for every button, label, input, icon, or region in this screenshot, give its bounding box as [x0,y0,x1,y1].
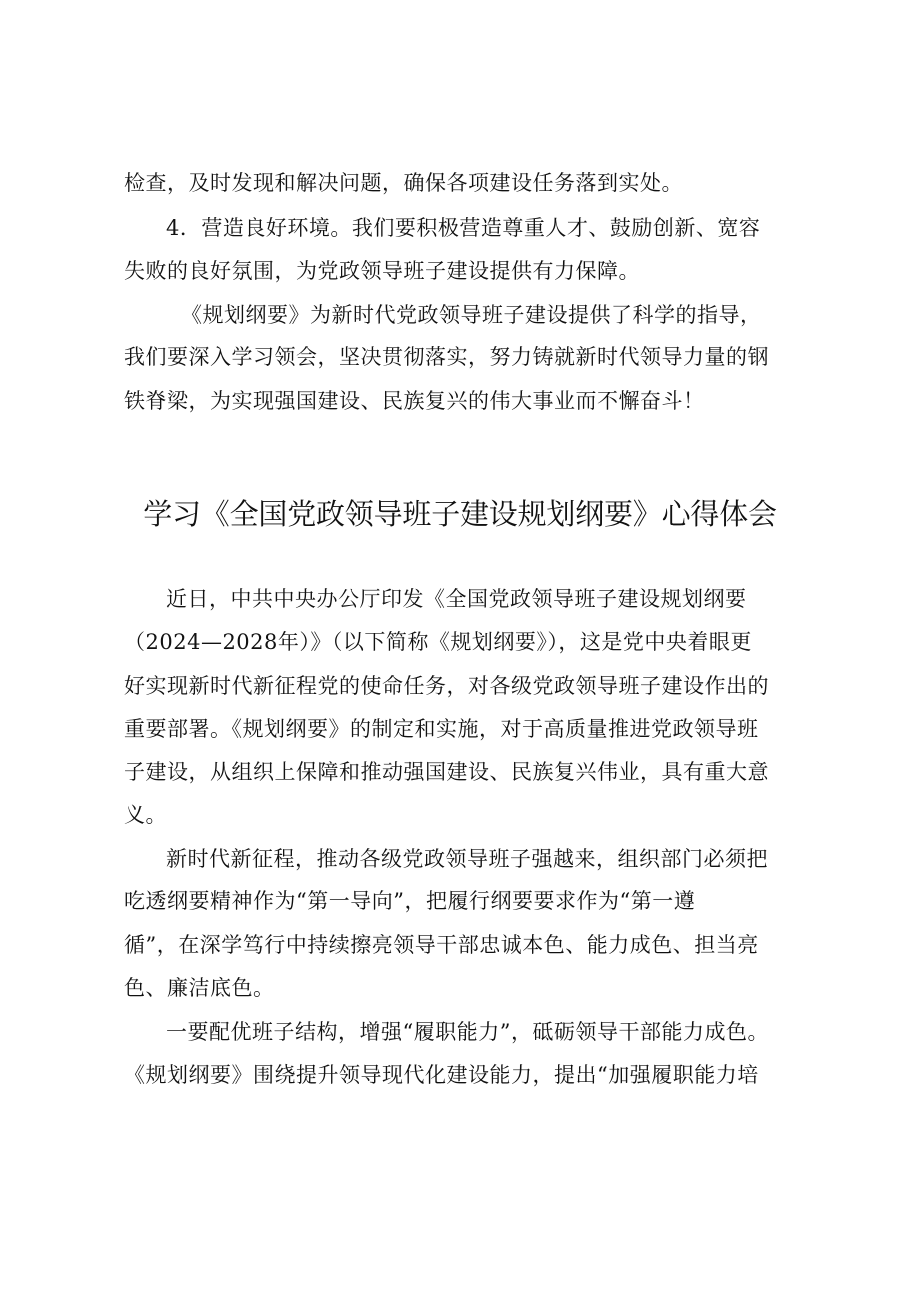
paragraph-line: 色、廉洁底色。 [124,976,275,1000]
paragraph-line: 好实现新时代新征程党的使命任务，对各级党政领导班子建设作出的 [124,674,769,698]
paragraph-line: 子建设，从组织上保障和推动强国建设、民族复兴伟业，具有重大意 [124,760,769,784]
text-line: 失败的良好氛围，为党政领导班子建设提供有力保障。 [124,259,640,283]
paragraph-line: 义。 [124,803,167,827]
paragraph-line: 循”，在深学笃行中持续擦亮领导干部忠诚本色、能力成色、担当亮 [124,933,759,957]
text-line: 铁脊梁，为实现强国建设、民族复兴的伟大事业而不懈奋斗！ [124,389,705,413]
paragraph-line: 吃透纲要精神作为“第一导向”，把履行纲要要求作为“第一遵 [124,889,696,913]
paragraph-line: （2024—2028年）》（以下简称《规划纲要》），这是党中央着眼更 [124,630,752,654]
paragraph-line: 一要配优班子结构，增强“履职能力”，砥砺领导干部能力成色。 [166,1020,769,1044]
paragraph-line: 重要部署。《规划纲要》的制定和实施，对于高质量推进党政领导班 [124,717,759,741]
paragraph-line: 新时代新征程，推动各级党政领导班子强越来，组织部门必须把 [166,847,768,871]
text-line: 检查，及时发现和解决问题，确保各项建设任务落到实处。 [124,171,683,195]
paragraph-line: 近日，中共中央办公厅印发《全国党政领导班子建设规划纲要 [166,587,747,611]
text-line: 4．营造良好环境。我们要积极营造尊重人才、鼓励创新、宽容 [166,216,761,240]
text-line: 我们要深入学习领会，坚决贯彻落实，努力铸就新时代领导力量的钢 [124,345,769,369]
article-title: 学习《全国党政领导班子建设规划纲要》心得体会 [143,497,777,531]
text-line: 《规划纲要》为新时代党政领导班子建设提供了科学的指导， [181,303,762,327]
paragraph-line: 《规划纲要》围绕提升领导现代化建设能力，提出“加强履职能力培 [124,1063,759,1087]
